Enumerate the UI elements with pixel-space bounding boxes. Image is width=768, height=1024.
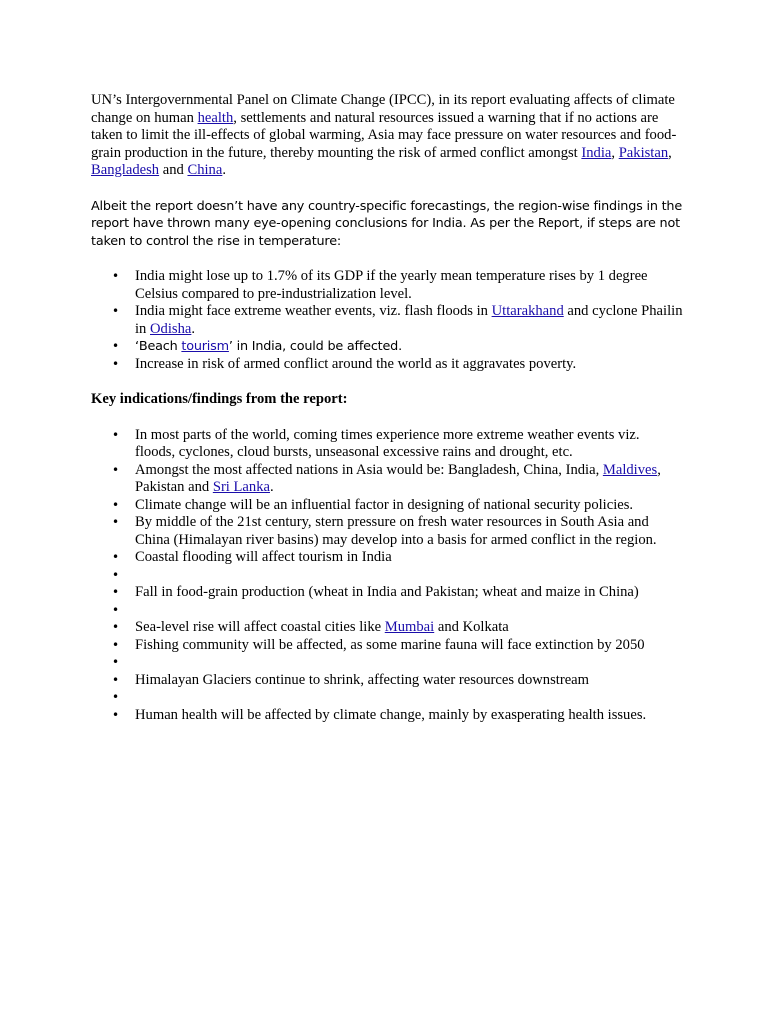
list-item	[135, 338, 683, 356]
intro-paragraph	[91, 92, 683, 180]
item-text: In most parts of the world, coming times experience more extreme weather events viz. floods, cyclones, cloud bursts, unseasonal excessive rains and drought, etc.	[135, 426, 640, 460]
item-text: and cyclone Phailin in	[135, 303, 683, 337]
link-uttarakhand[interactable]: Uttarakhand	[491, 303, 564, 319]
list-item	[135, 268, 683, 303]
link-pakistan[interactable]: Pakistan	[618, 144, 669, 161]
separator: ,	[611, 144, 619, 161]
link-health[interactable]: health	[197, 109, 234, 126]
list-item	[135, 549, 683, 567]
link-india[interactable]: India	[581, 144, 612, 161]
item-text: Fishing community will be affected, as some marine fauna will face extinction by 2050	[135, 636, 645, 653]
item-text: ‘Beach	[135, 339, 182, 354]
list-item	[135, 619, 683, 637]
item-text: India might face extreme weather events, viz. flash floods in	[135, 303, 492, 319]
item-text: Climate change will be an influential factor in designing of national security policies.	[135, 496, 634, 513]
list-item	[135, 462, 683, 497]
link-tourism[interactable]: tourism	[181, 339, 229, 354]
link-odisha[interactable]: Odisha	[150, 320, 192, 337]
india-impacts-list	[91, 268, 683, 373]
link-bangladesh[interactable]: Bangladesh	[91, 162, 160, 178]
item-text: Coastal flooding will affect tourism in India	[135, 549, 392, 565]
link-china[interactable]: China	[187, 162, 223, 178]
item-text: Fall in food-grain production (wheat in India and Pakistan; wheat and maize in China)	[135, 584, 639, 600]
item-text: Human health will be affected by climate change, mainly by exasperating health issues.	[135, 706, 647, 723]
document-body	[91, 92, 683, 742]
item-text: ’ in India, could be affected.	[228, 339, 402, 354]
intro-text-2: , settlements and natural resources issued a warning that if no actions are taken to limit the ill-effects of global warming, Asia may face pressure on water resources and food-grain production in the future, thereby mounting the risk of armed conflict amongst	[91, 109, 677, 161]
link-mumbai[interactable]: Mumbai	[384, 619, 435, 635]
findings-list	[91, 427, 683, 725]
list-item	[135, 356, 683, 374]
item-text: and Kolkata	[434, 619, 509, 635]
findings-heading: Key indications/findings from the report:	[91, 391, 348, 407]
item-text: By middle of the 21st century, stern pressure on fresh water resources in South Asia and China (Himalayan river basins) may develop into a basis for armed conflict in the region.	[135, 514, 657, 548]
list-item	[135, 497, 683, 515]
list-item	[135, 427, 683, 462]
separator: ,	[668, 144, 672, 161]
item-text: , Pakistan and	[135, 461, 661, 495]
separator: and	[159, 162, 188, 178]
item-text: Amongst the most affected nations in Asia would be: Bangladesh, China, India,	[135, 461, 603, 478]
period: .	[222, 162, 226, 178]
report-paragraph: Albeit the report doesn’t have any country-specific forecastings, the region-wise findings in the report have thrown many eye-opening conclusions for India. As per the Report, if steps are not taken to control the rise in temperature:	[91, 198, 683, 249]
list-item-empty	[135, 689, 683, 707]
list-item-empty	[135, 602, 683, 620]
period: .	[269, 479, 274, 495]
list-item	[135, 637, 683, 655]
list-item	[135, 514, 683, 549]
item-text: Sea-level rise will affect coastal cities like	[135, 619, 385, 635]
item-text: Increase in risk of armed conflict around the world as it aggravates poverty.	[135, 355, 577, 372]
item-text: Himalayan Glaciers continue to shrink, affecting water resources downstream	[135, 671, 590, 688]
list-item-empty	[135, 654, 683, 672]
list-item-empty	[135, 567, 683, 585]
link-sri-lanka[interactable]: Sri Lanka	[212, 479, 270, 495]
item-text: India might lose up to 1.7% of its GDP if the yearly mean temperature rises by 1 degree Celsius compared to pre-industrialization level.	[135, 268, 648, 302]
list-item	[135, 303, 683, 338]
list-item	[135, 584, 683, 602]
list-item	[135, 672, 683, 690]
period: .	[191, 320, 196, 337]
list-item	[135, 707, 683, 725]
link-maldives[interactable]: Maldives	[602, 461, 658, 478]
intro-text-1: UN’s Intergovernmental Panel on Climate Change (IPCC), in its report evaluating affects of climate change on human	[91, 92, 675, 126]
